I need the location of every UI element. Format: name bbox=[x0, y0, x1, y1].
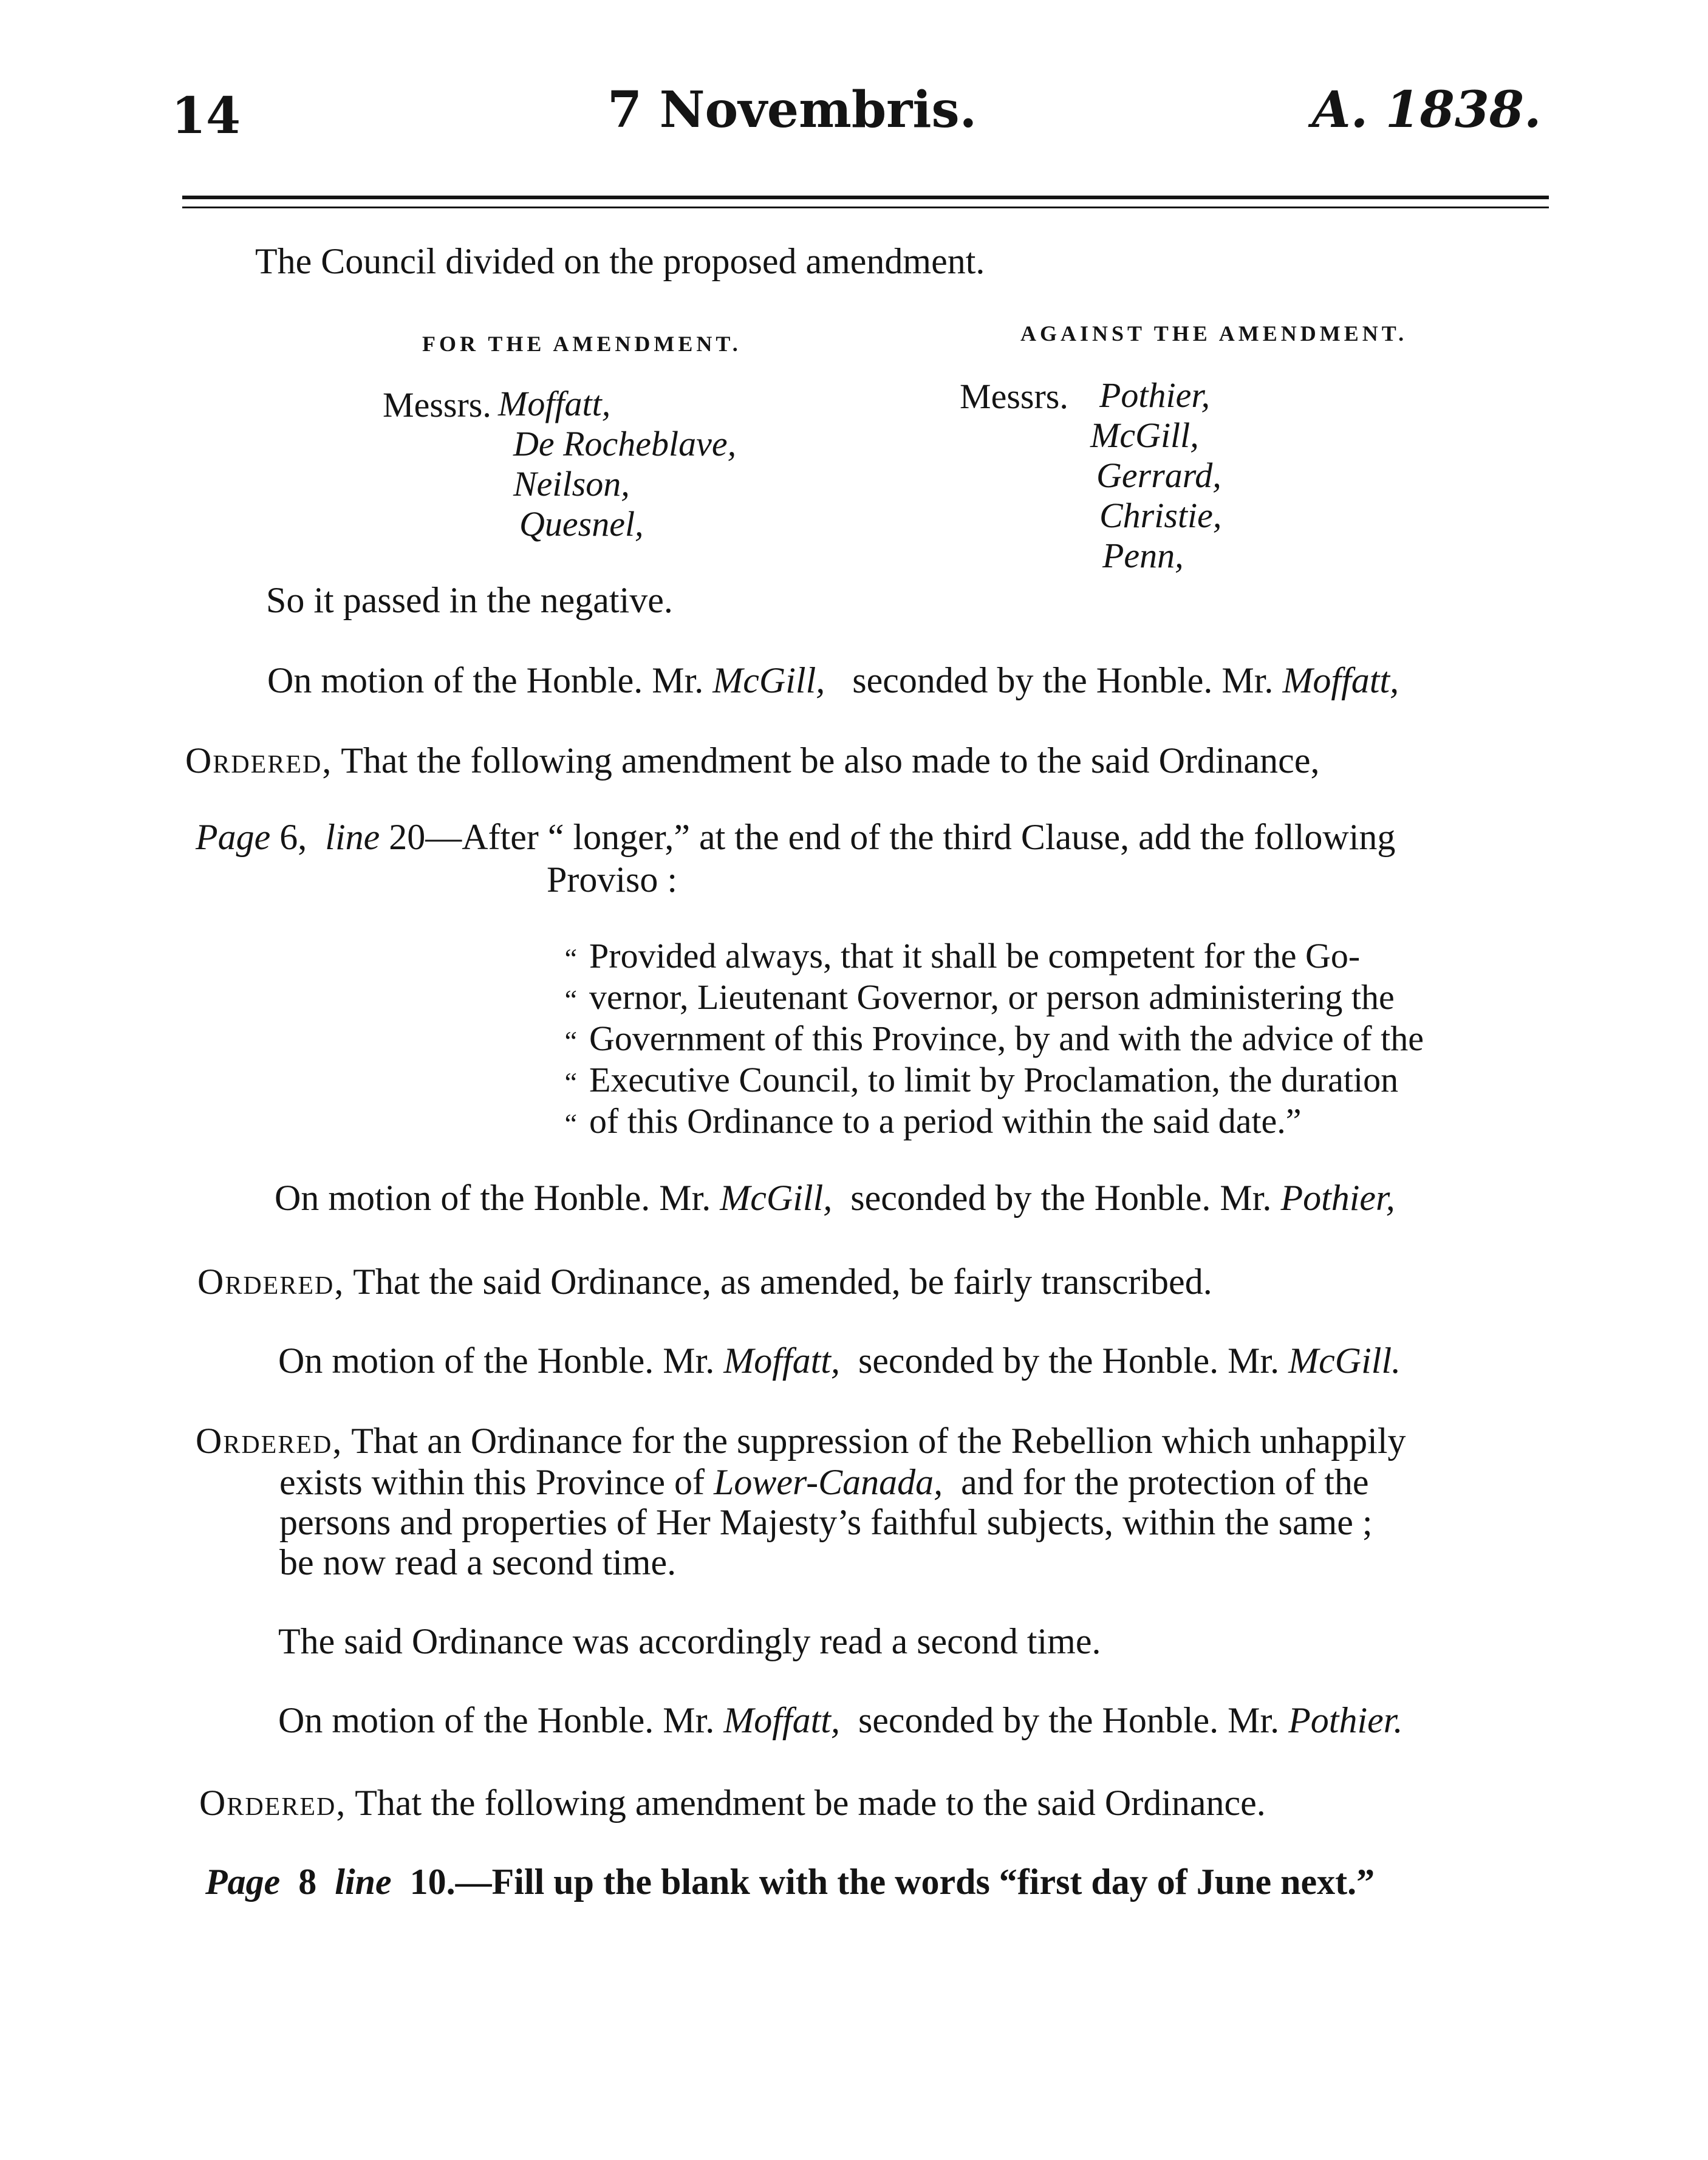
order-2: Ordered, That the said Ordinance, as amended, be fairly transcribed. bbox=[197, 1262, 1212, 1302]
proviso-line: “ of this Ordinance to a period within the said date.” bbox=[564, 1101, 1302, 1141]
against-messrs: Messrs. bbox=[960, 377, 1068, 416]
against-name: McGill, bbox=[1090, 415, 1199, 455]
motion-2: On motion of the Honble. Mr. McGill, seconded by the Honble. Mr. Pothier, bbox=[275, 1178, 1395, 1218]
page-year: A. 1838. bbox=[1312, 81, 1542, 139]
order-4: Ordered, That the following amendment be made to the said Ordinance. bbox=[199, 1783, 1266, 1823]
motion-1: On motion of the Honble. Mr. McGill, seconded by the Honble. Mr. Moffatt, bbox=[267, 660, 1399, 700]
page-number: 14 bbox=[171, 87, 241, 145]
against-name: Penn, bbox=[1102, 536, 1184, 575]
second-reading: The said Ordinance was accordingly read a second time. bbox=[278, 1621, 1101, 1661]
division-intro: The Council divided on the proposed amendment. bbox=[255, 241, 985, 281]
division-result: So it passed in the negative. bbox=[266, 580, 673, 620]
for-name: Quesnel, bbox=[519, 504, 644, 544]
proviso-line: “ vernor, Lieutenant Governor, or person administering the bbox=[564, 977, 1395, 1017]
motion-4: On motion of the Honble. Mr. Moffatt, seconded by the Honble. Mr. Pothier. bbox=[278, 1700, 1403, 1740]
page-date: 7 Novembris. bbox=[607, 81, 977, 139]
order-3-line-3: persons and properties of Her Majesty’s faithful subjects, within the same ; bbox=[279, 1502, 1373, 1542]
for-name: Moffatt, bbox=[498, 384, 611, 423]
proviso-line: “ Government of this Province, by and with the advice of the bbox=[564, 1019, 1424, 1058]
proviso-line: “ Executive Council, to limit by Proclamation, the duration bbox=[564, 1060, 1399, 1099]
motion-3: On motion of the Honble. Mr. Moffatt, seconded by the Honble. Mr. McGill. bbox=[278, 1341, 1401, 1381]
order-3-line-2: exists within this Province of Lower-Canada, and for the protection of the bbox=[279, 1462, 1369, 1502]
for-name: Neilson, bbox=[513, 464, 630, 504]
against-heading: AGAINST THE AMENDMENT. bbox=[1020, 321, 1408, 346]
header-rule-thick bbox=[182, 196, 1549, 199]
header-rule-thin bbox=[182, 207, 1549, 208]
order-3-line-4: be now read a second time. bbox=[279, 1542, 677, 1582]
for-name: De Rocheblave, bbox=[513, 424, 737, 463]
amendment-2: Page 8 line 10.—Fill up the blank with the words “first day of June next.” bbox=[205, 1862, 1375, 1902]
proviso-line: “ Provided always, that it shall be competent for the Go- bbox=[564, 936, 1361, 976]
order-3: Ordered, That an Ordinance for the suppression of the Rebellion which unhappily bbox=[196, 1421, 1406, 1461]
amendment-1: Page 6, line 20—After “ longer,” at the end of the third Clause, add the following bbox=[196, 817, 1396, 857]
amendment-1-continued: Proviso : bbox=[547, 860, 678, 900]
order-1: Ordered, That the following amendment be also made to the said Ordinance, bbox=[185, 740, 1320, 781]
against-name: Pothier, bbox=[1099, 375, 1211, 415]
against-name: Gerrard, bbox=[1096, 456, 1221, 495]
against-name: Christie, bbox=[1099, 496, 1222, 535]
for-messrs: Messrs. bbox=[383, 385, 491, 425]
for-heading: FOR THE AMENDMENT. bbox=[422, 332, 742, 356]
proviso-quote bbox=[528, 935, 1424, 1142]
